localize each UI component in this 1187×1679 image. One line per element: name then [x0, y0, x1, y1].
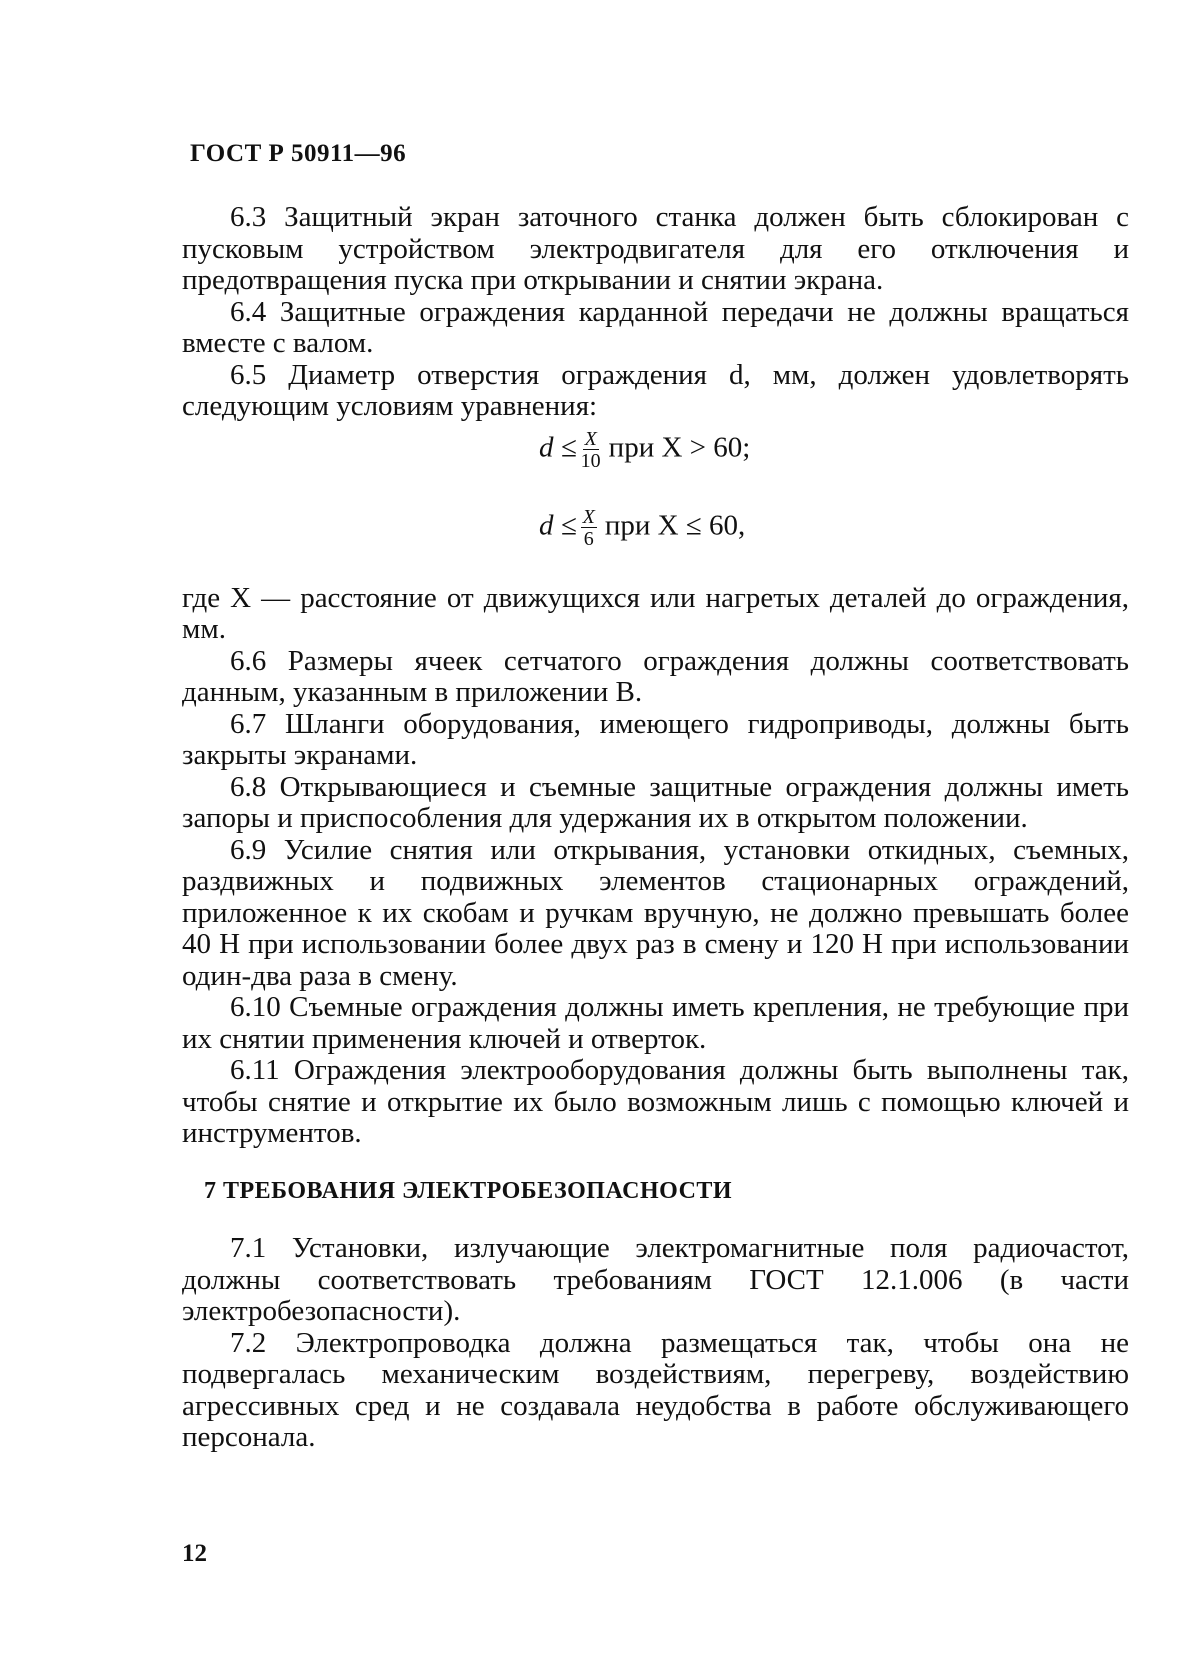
formula-2-lhs: d ≤	[539, 509, 577, 542]
formula-1-denominator: 10	[580, 449, 601, 472]
section-7-title: 7 ТРЕБОВАНИЯ ЭЛЕКТРОБЕЗОПАСНОСТИ	[204, 1177, 733, 1204]
formula-1-fraction	[581, 429, 601, 471]
formula-2-denominator: 6	[583, 527, 594, 550]
paragraph-6-6: 6.6 Размеры ячеек сетчатого ограждения должны соответствовать данным, указанным в приложении В.	[182, 644, 1129, 708]
paragraph-6-9: 6.9 Усилие снятия или открывания, установки откидных, съемных, раздвижных и подвижных элементов стационарных ограждений, приложенное к их скобам и ручкам вручную, не должно превышать более 40 Н при использовании более двух раз в смену и 120 Н при использовании один-два раза в смену.	[182, 833, 1129, 992]
standard-header: ГОСТ Р 50911—96	[190, 140, 407, 167]
formula-1-lhs: d ≤	[539, 431, 577, 464]
formula-1-condition: при X > 60;	[608, 431, 751, 464]
paragraph-6-7: 6.7 Шланги оборудования, имеющего гидроприводы, должны быть закрыты экранами.	[182, 707, 1129, 771]
formula-2-fraction	[581, 507, 597, 549]
document-body	[182, 202, 1129, 1454]
paragraph-6-5: 6.5 Диаметр отверстия ограждения d, мм, должен удовлетворять следующим условиям уравнения:	[182, 358, 1129, 422]
paragraph-6-10: 6.10 Съемные ограждения должны иметь крепления, не требующие при их снятии применения ключей и отверток.	[182, 991, 1129, 1055]
formula-2-condition: при X ≤ 60,	[604, 509, 746, 542]
formula-1-numerator: X	[584, 427, 597, 450]
paragraph-6-4: 6.4 Защитные ограждения карданной передачи не должны вращаться вместе с валом.	[182, 295, 1129, 359]
paragraph-6-11: 6.11 Ограждения электрооборудования должны быть выполнены так, чтобы снятие и открытие их было возможным лишь с помощью ключей и инструментов.	[182, 1054, 1129, 1149]
paragraph-6-8: 6.8 Открывающиеся и съемные защитные ограждения должны иметь запоры и приспособления для удержания их в открытом положении.	[182, 770, 1129, 834]
paragraph-where: где X — расстояние от движущихся или нагретых деталей до ограждения, мм.	[182, 581, 1129, 645]
paragraph-6-3: 6.3 Защитный экран заточного станка должен быть сблокирован с пусковым устройством электродвигателя для его отключения и предотвращения пуска при открывании и снятии экрана.	[182, 201, 1129, 296]
page-number: 12	[182, 1540, 207, 1567]
paragraph-7-1: 7.1 Установки, излучающие электромагнитные поля радиочастот, должны соответствовать требованиям ГОСТ 12.1.006 (в части электробезопасности).	[182, 1232, 1129, 1327]
formula-2	[182, 507, 1129, 579]
paragraph-7-2: 7.2 Электропроводка должна размещаться так, чтобы она не подвергалась механическим воздействиям, перегреву, воздействию агрессивных сред и не создавала неудобства в работе обслуживающего персонала.	[182, 1326, 1129, 1453]
formula-2-numerator: X	[582, 505, 595, 528]
formula-1	[182, 429, 1129, 501]
